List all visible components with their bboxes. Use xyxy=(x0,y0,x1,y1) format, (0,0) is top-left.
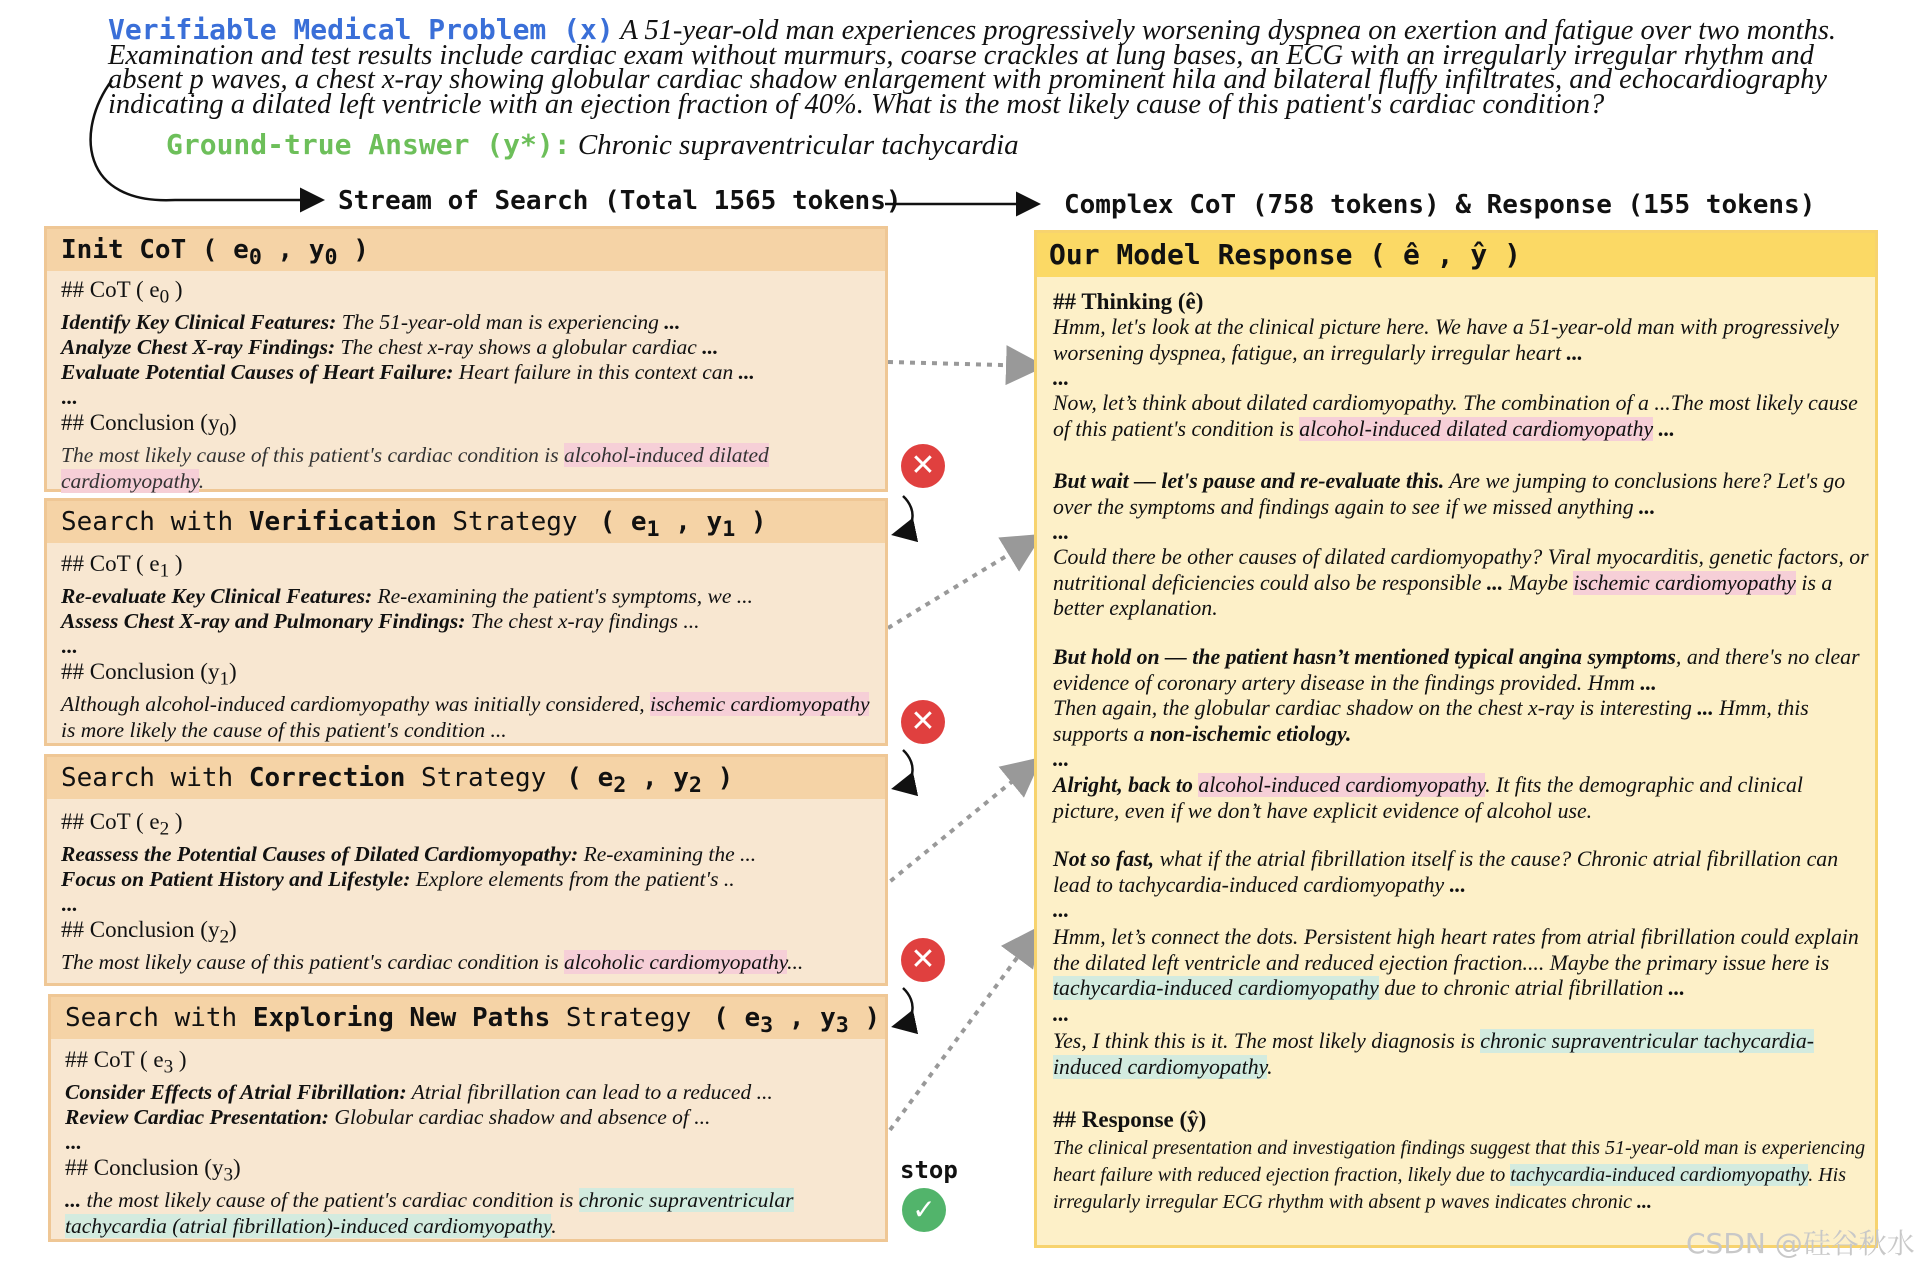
x-icon: ✕ xyxy=(901,444,945,488)
verification-box: Search with Verification Strategy ( $e_1$ , $y_1$ ) ## CoT ( $e_1$ ) Re-evaluate Key Clinical Features: Re-examining the patient's symptoms, we ... Assess Chest X-ray and Pulmonary Findings: The chest x-ray findings ... ... ## Conclusion $(y_1)$ Although alcohol-induced cardiomyopathy was initially considered, ischemic cardiomyopathy is more likely the cause of this patient's condition ... xyxy=(44,498,888,746)
thinking-p6: Alright, back to alcohol-induced cardiomyopathy. It fits the demographic and clinical picture, even if we don’t have explicit evidence of alcohol use. xyxy=(1053,773,1803,823)
response-text: The clinical presentation and investigation findings suggest that this 51-year-old man is experiencing heart failure with reduced ejection fraction, likely due to tachycardia-induced cardiomyopathy. His irregularly irregular ECG rhythm with absent p waves indicates chronic ... xyxy=(1053,1137,1866,1213)
problem-label: Verifiable Medical Problem (x) xyxy=(108,13,614,46)
dotted-link-1 xyxy=(888,362,1038,366)
thinking-p5: But hold on — the patient hasn’t mentioned typical angina symptoms, and there's no clear evidence of coronary artery disease in the findings provided. Hmm ... Then again, the globular cardiac shadow on the chest x-ray is interesting ... Hmm, this supports a non-ischemic etiology. ... xyxy=(1053,645,1860,771)
thinking-p3: But wait — let's pause and re-evaluate this. Are we jumping to conclusions here? Let's go over the symptoms and findings again to see if we missed anything ... ... xyxy=(1053,469,1846,544)
thinking-p1: Hmm, let's look at the clinical picture here. We have a 51-year-old man with progressively worsening dyspnea, fatigue, an irregularly irregular heart ... ... xyxy=(1053,315,1839,390)
thinking-p2: Now, let’s think about dilated cardiomyopathy. The combination of a ...The most likely cause of this patient's condition is alcohol-induced dilated cardiomyopathy ... xyxy=(1053,391,1858,441)
thinking-p7: Not so fast, what if the atrial fibrillation itself is the cause? Chronic atrial fibrillation can lead to tachycardia-induced cardiomyopathy ... ... xyxy=(1053,847,1839,922)
correction-title: Search with Correction Strategy ( $e_2$ , $y_2$ ) xyxy=(47,757,885,799)
init-cot-title: Init CoT ( $e_0$ , $y_0$ ) xyxy=(47,229,885,271)
watermark: CSDN @硅谷秋水 xyxy=(1686,1227,1915,1260)
dotted-link-2 xyxy=(888,538,1036,628)
problem-text: Verifiable Medical Problem (x) A 51-year-old man experiences progressively worsening dyspnea on exertion and fatigue over two months. Examination and test results include cardiac exam without murmurs, coarse crackles at lung bases, an ECG with an irregularly irregular rhythm and absent p waves, a chest x-ray showing globular cardiac shadow enlargement with prominent hila and bilateral fluffy infiltrates, and echocardiography indicating a dilated left ventricle with an ejection fraction of 40%. What is the most likely cause of this patient's cardiac condition? xyxy=(108,13,1837,120)
answer-label: Ground-true Answer (y*): xyxy=(166,128,571,161)
thinking-heading: ## Thinking (ê) xyxy=(1053,289,1204,314)
x-icon: ✕ xyxy=(901,938,945,982)
exploring-box: Search with Exploring New Paths Strategy ( $e_3$ , $y_3$ ) ## CoT ( $e_3$ ) Consider Effects of Atrial Fibrillation: Atrial fibrillation can lead to a reduced ... Review Cardiac Presentation: Globular cardiac shadow and absence of ... ... ## Conclusion $(y_3)$ ... the most likely cause of the patient's cardiac condition is chronic supraventricular tachycardia (atrial fibrillation)-induced cardiomyopathy. xyxy=(48,994,888,1242)
response-heading: ## Response (ŷ) xyxy=(1053,1107,1207,1132)
thinking-p9: Yes, I think this is it. The most likely diagnosis is chronic supraventricular tachycardia-induced cardiomyopathy. xyxy=(1053,1029,1815,1079)
init-cot-box: Init CoT ( $e_0$ , $y_0$ ) ## CoT ( $e_0$ ) Identify Key Clinical Features: The 51-year-old man is experiencing ... Analyze Chest X-ray Findings: The chest x-ray shows a globular cardiac ... Evaluate Potential Causes of Heart Failure: Heart failure in this context can ... ... ## Conclusion $(y_0)$ The most likely cause of this patient's cardiac condition is alcohol-induced dilated cardiomyopathy. xyxy=(44,226,888,492)
stop-label: stop xyxy=(900,1156,958,1184)
dotted-link-3 xyxy=(882,762,1036,888)
ground-truth-answer: Ground-true Answer (y*): Chronic supraventricular tachycardia xyxy=(166,128,1019,161)
thinking-p8: Hmm, let’s connect the dots. Persistent high heart rates from atrial fibrillation could explain the dilated left ventricle and reduced ejection fraction.... Maybe the primary issue here is tachycardia-induced cardiomyopathy due to chronic atrial fibrillation ... ... xyxy=(1053,925,1859,1026)
stream-header: Stream of Search (Total 1565 tokens) xyxy=(338,186,902,216)
complex-header: Complex CoT (758 tokens) & Response (155 tokens) xyxy=(1064,190,1816,220)
curve-arrow xyxy=(91,80,320,200)
model-response-title: Our Model Response ( ê , ŷ ) xyxy=(1037,233,1875,277)
model-response-box xyxy=(1034,230,1878,1248)
verification-title: Search with Verification Strategy ( $e_1$ , $y_1$ ) xyxy=(47,501,885,543)
correction-box: Search with Correction Strategy ( $e_2$ , $y_2$ ) ## CoT ( $e_2$ ) Reassess the Potential Causes of Dilated Cardiomyopathy: Re-examining the ... Focus on Patient History and Lifestyle: Explore elements from the patient's .. ... ## Conclusion $(y_2)$ The most likely cause of this patient's cardiac condition is alcoholic cardiomyopathy... xyxy=(44,754,888,986)
exploring-title: Search with Exploring New Paths Strategy ( $e_3$ , $y_3$ ) xyxy=(51,997,885,1039)
step-arrow-3 xyxy=(896,988,913,1026)
thinking-p4: Could there be other causes of dilated cardiomyopathy? Viral myocarditis, genetic factors, or nutritional deficiencies could also be responsible ... Maybe ischemic cardiomyopathy is a better explanation. xyxy=(1053,545,1869,620)
check-icon: ✓ xyxy=(902,1188,946,1232)
x-icon: ✕ xyxy=(901,700,945,744)
step-arrow-1 xyxy=(896,496,913,534)
step-arrow-2 xyxy=(896,750,913,788)
